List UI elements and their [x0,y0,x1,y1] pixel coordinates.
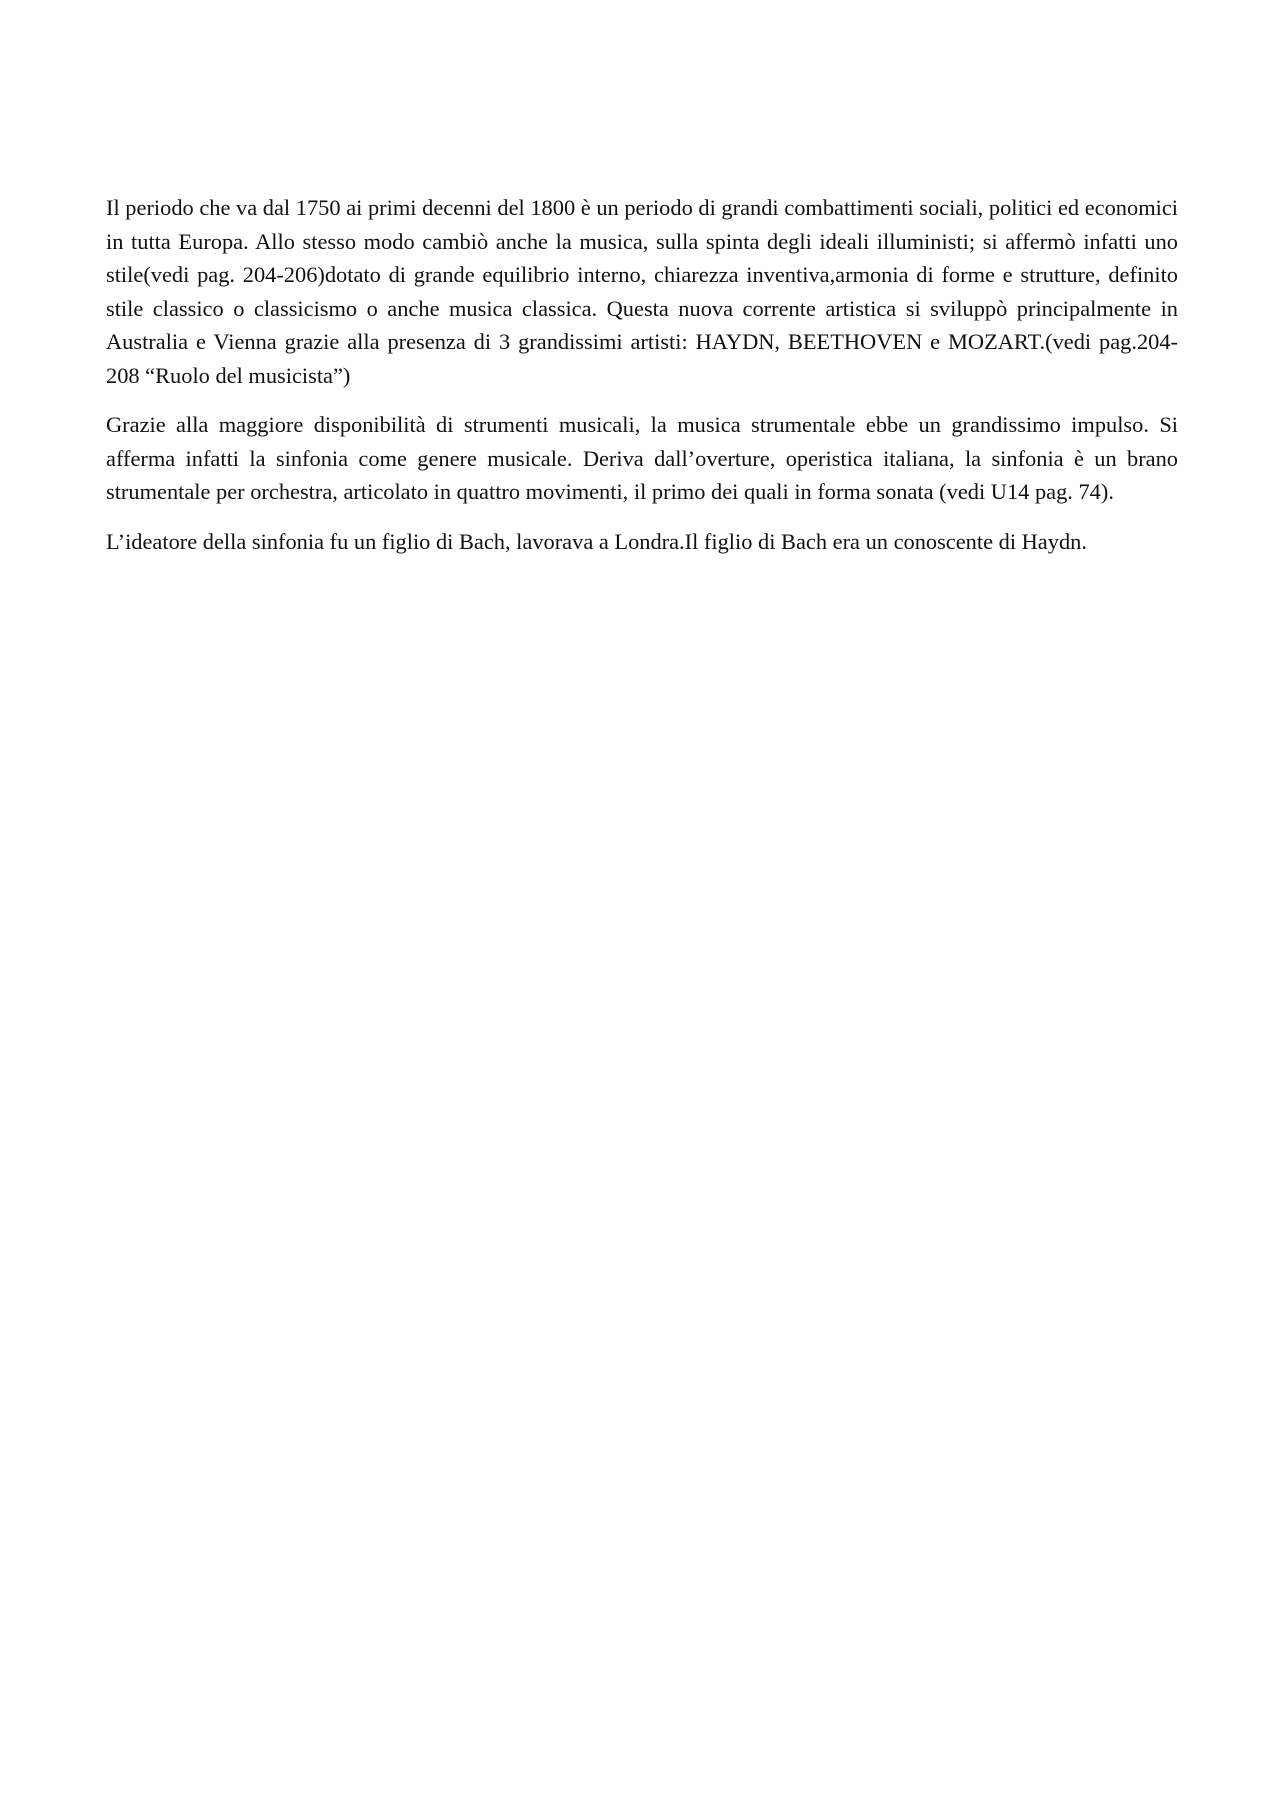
paragraph-symphony: Grazie alla maggiore disponibilità di strumenti musicali, la musica strumentale ebbe un grandissimo impulso. Si afferma infatti la sinfonia come genere musicale. Deriva dall’overture, operistica italiana, la sinfonia è un brano strumentale per orchestra, articolato in quattro movimenti, il primo dei quali in forma sonata (vedi U14 pag. 74). [106,412,1178,504]
paragraph-classicism-intro: Il periodo che va dal 1750 ai primi decenni del 1800 è un periodo di grandi combattimenti sociali, politici ed economici in tutta Europa. Allo stesso modo cambiò anche la musica, sulla spinta degli ideali illuministi; si affermò infatti uno stile(vedi pag. 204-206)dotato di grande equilibrio interno, chiarezza inventiva,armonia di forme e strutture, definito stile classico o classicismo o anche musica classica. Questa nuova corrente artistica si sviluppò principalmente in Australia e Vienna grazie alla presenza di 3 grandissimi artisti: HAYDN, BEETHOVEN e MOZART.(vedi pag.204-208 “Ruolo del musicista”) [106,195,1178,388]
document-body [106,191,1178,574]
paragraph-symphony-origin: L’ideatore della sinfonia fu un figlio di Bach, lavorava a Londra.Il figlio di Bach era un conoscente di Haydn. [106,528,1087,554]
